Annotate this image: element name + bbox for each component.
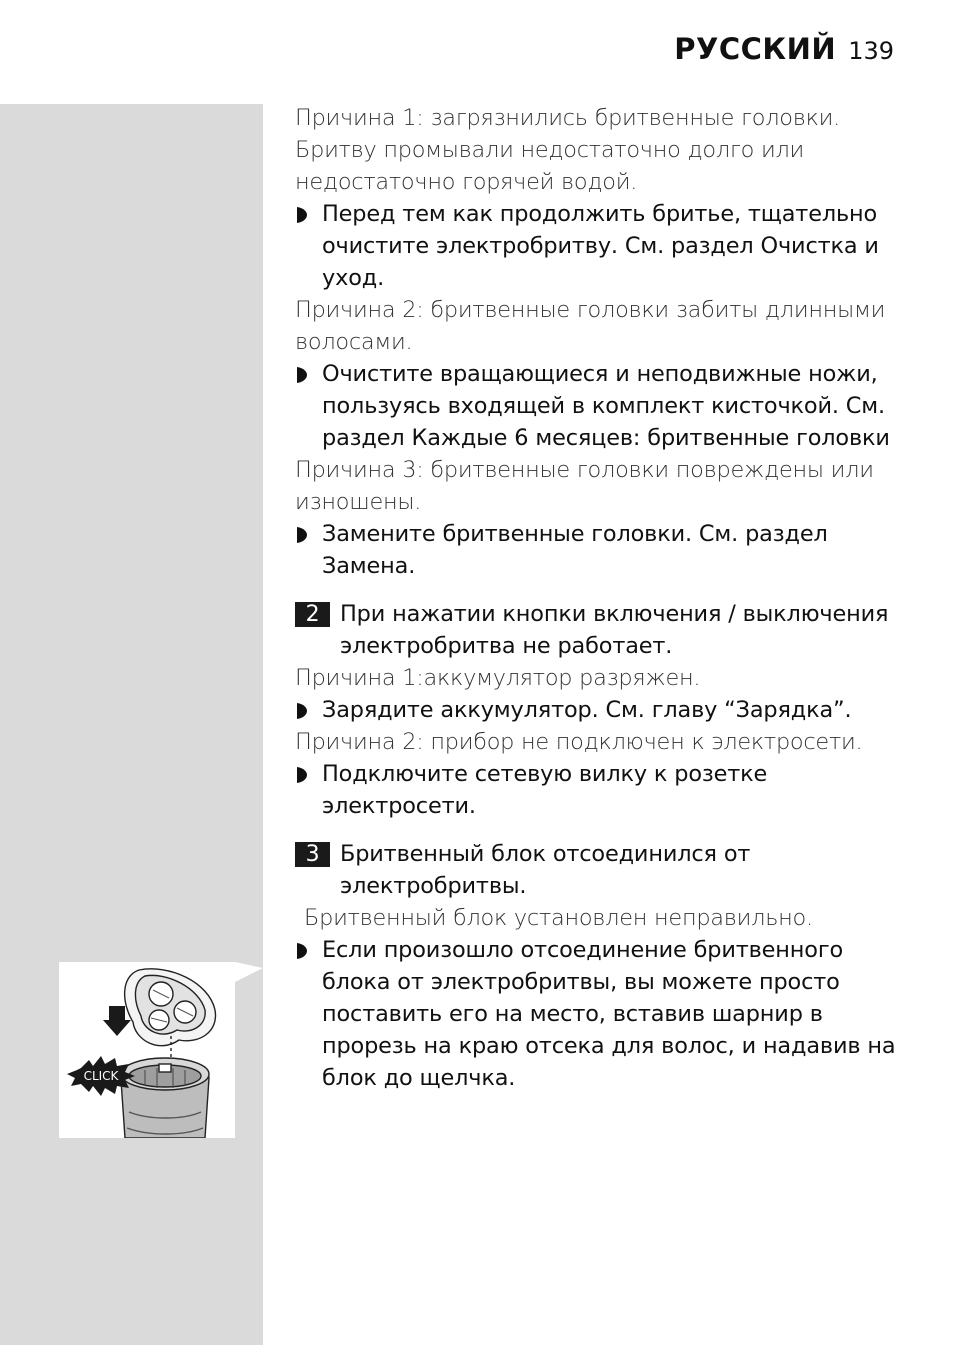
action-text: Перед тем как продолжить бритье, тщательно очистите электробритву. См. раздел Очистка и уход. (322, 201, 879, 291)
bullet-icon (297, 527, 307, 543)
bullet-icon (297, 703, 307, 719)
callout-pointer-icon (235, 962, 263, 998)
action-text: Очистите вращающиеся и неподвижные ножи, пользуясь входящей в комплект кисточкой. См. раздел Каждые 6 месяцев: бритвенные головки (322, 361, 890, 451)
step-number: 3 (295, 842, 330, 867)
action-item (295, 934, 905, 1094)
bullet-icon (297, 207, 307, 223)
main-content (295, 102, 905, 1094)
section-language: РУССКИЙ (674, 32, 837, 66)
step-3 (295, 838, 905, 902)
cause-text: Причина 1:аккумулятор разряжен. (295, 665, 701, 691)
bullet-icon (297, 367, 307, 383)
action-text: Зарядите аккумулятор. См. главу “Зарядка”. (322, 697, 852, 723)
page-number: 139 (848, 37, 894, 65)
cause-text: Причина 2: прибор не подключен к электросети. (295, 729, 863, 755)
action-text: Подключите сетевую вилку к розетке электросети. (322, 761, 768, 819)
action-text: Замените бритвенные головки. См. раздел Замена. (322, 521, 828, 579)
page-header (674, 32, 894, 66)
bullet-icon (297, 943, 307, 959)
shaving-unit-icon (125, 969, 216, 1046)
action-item (295, 198, 905, 294)
cause-text: Причина 1: загрязнились бритвенные головки. Бритву промывали недостаточно долго или недостаточно горячей водой. (295, 105, 841, 195)
action-text: Если произошло отсоединение бритвенного блока от электробритвы, вы можете просто поставить его на место, вставив шарнир в прорезь на краю отсека для волос, и надавив на блок до щелчка. (322, 937, 896, 1091)
step-2 (295, 598, 905, 662)
bullet-icon (297, 767, 307, 783)
click-label: CLICK (83, 1069, 119, 1083)
action-item (295, 358, 905, 454)
cause-text: Причина 3: бритвенные головки повреждены или изношены. (295, 457, 874, 515)
step-title: При нажатии кнопки включения / выключения электробритва не работает. (340, 601, 889, 659)
action-item (295, 694, 905, 726)
shaver-unit-illustration (59, 962, 235, 1138)
step-title: Бритвенный блок отсоединился от электробритвы. (340, 841, 751, 899)
sidebar-panel (0, 104, 263, 1345)
action-item (295, 518, 905, 582)
step-number: 2 (295, 602, 330, 627)
action-item (295, 758, 905, 822)
cause-text: Причина 2: бритвенные головки забиты длинными волосами. (295, 297, 886, 355)
shaver-body-icon (121, 1058, 209, 1138)
cause-text: Бритвенный блок установлен неправильно. (304, 905, 813, 931)
